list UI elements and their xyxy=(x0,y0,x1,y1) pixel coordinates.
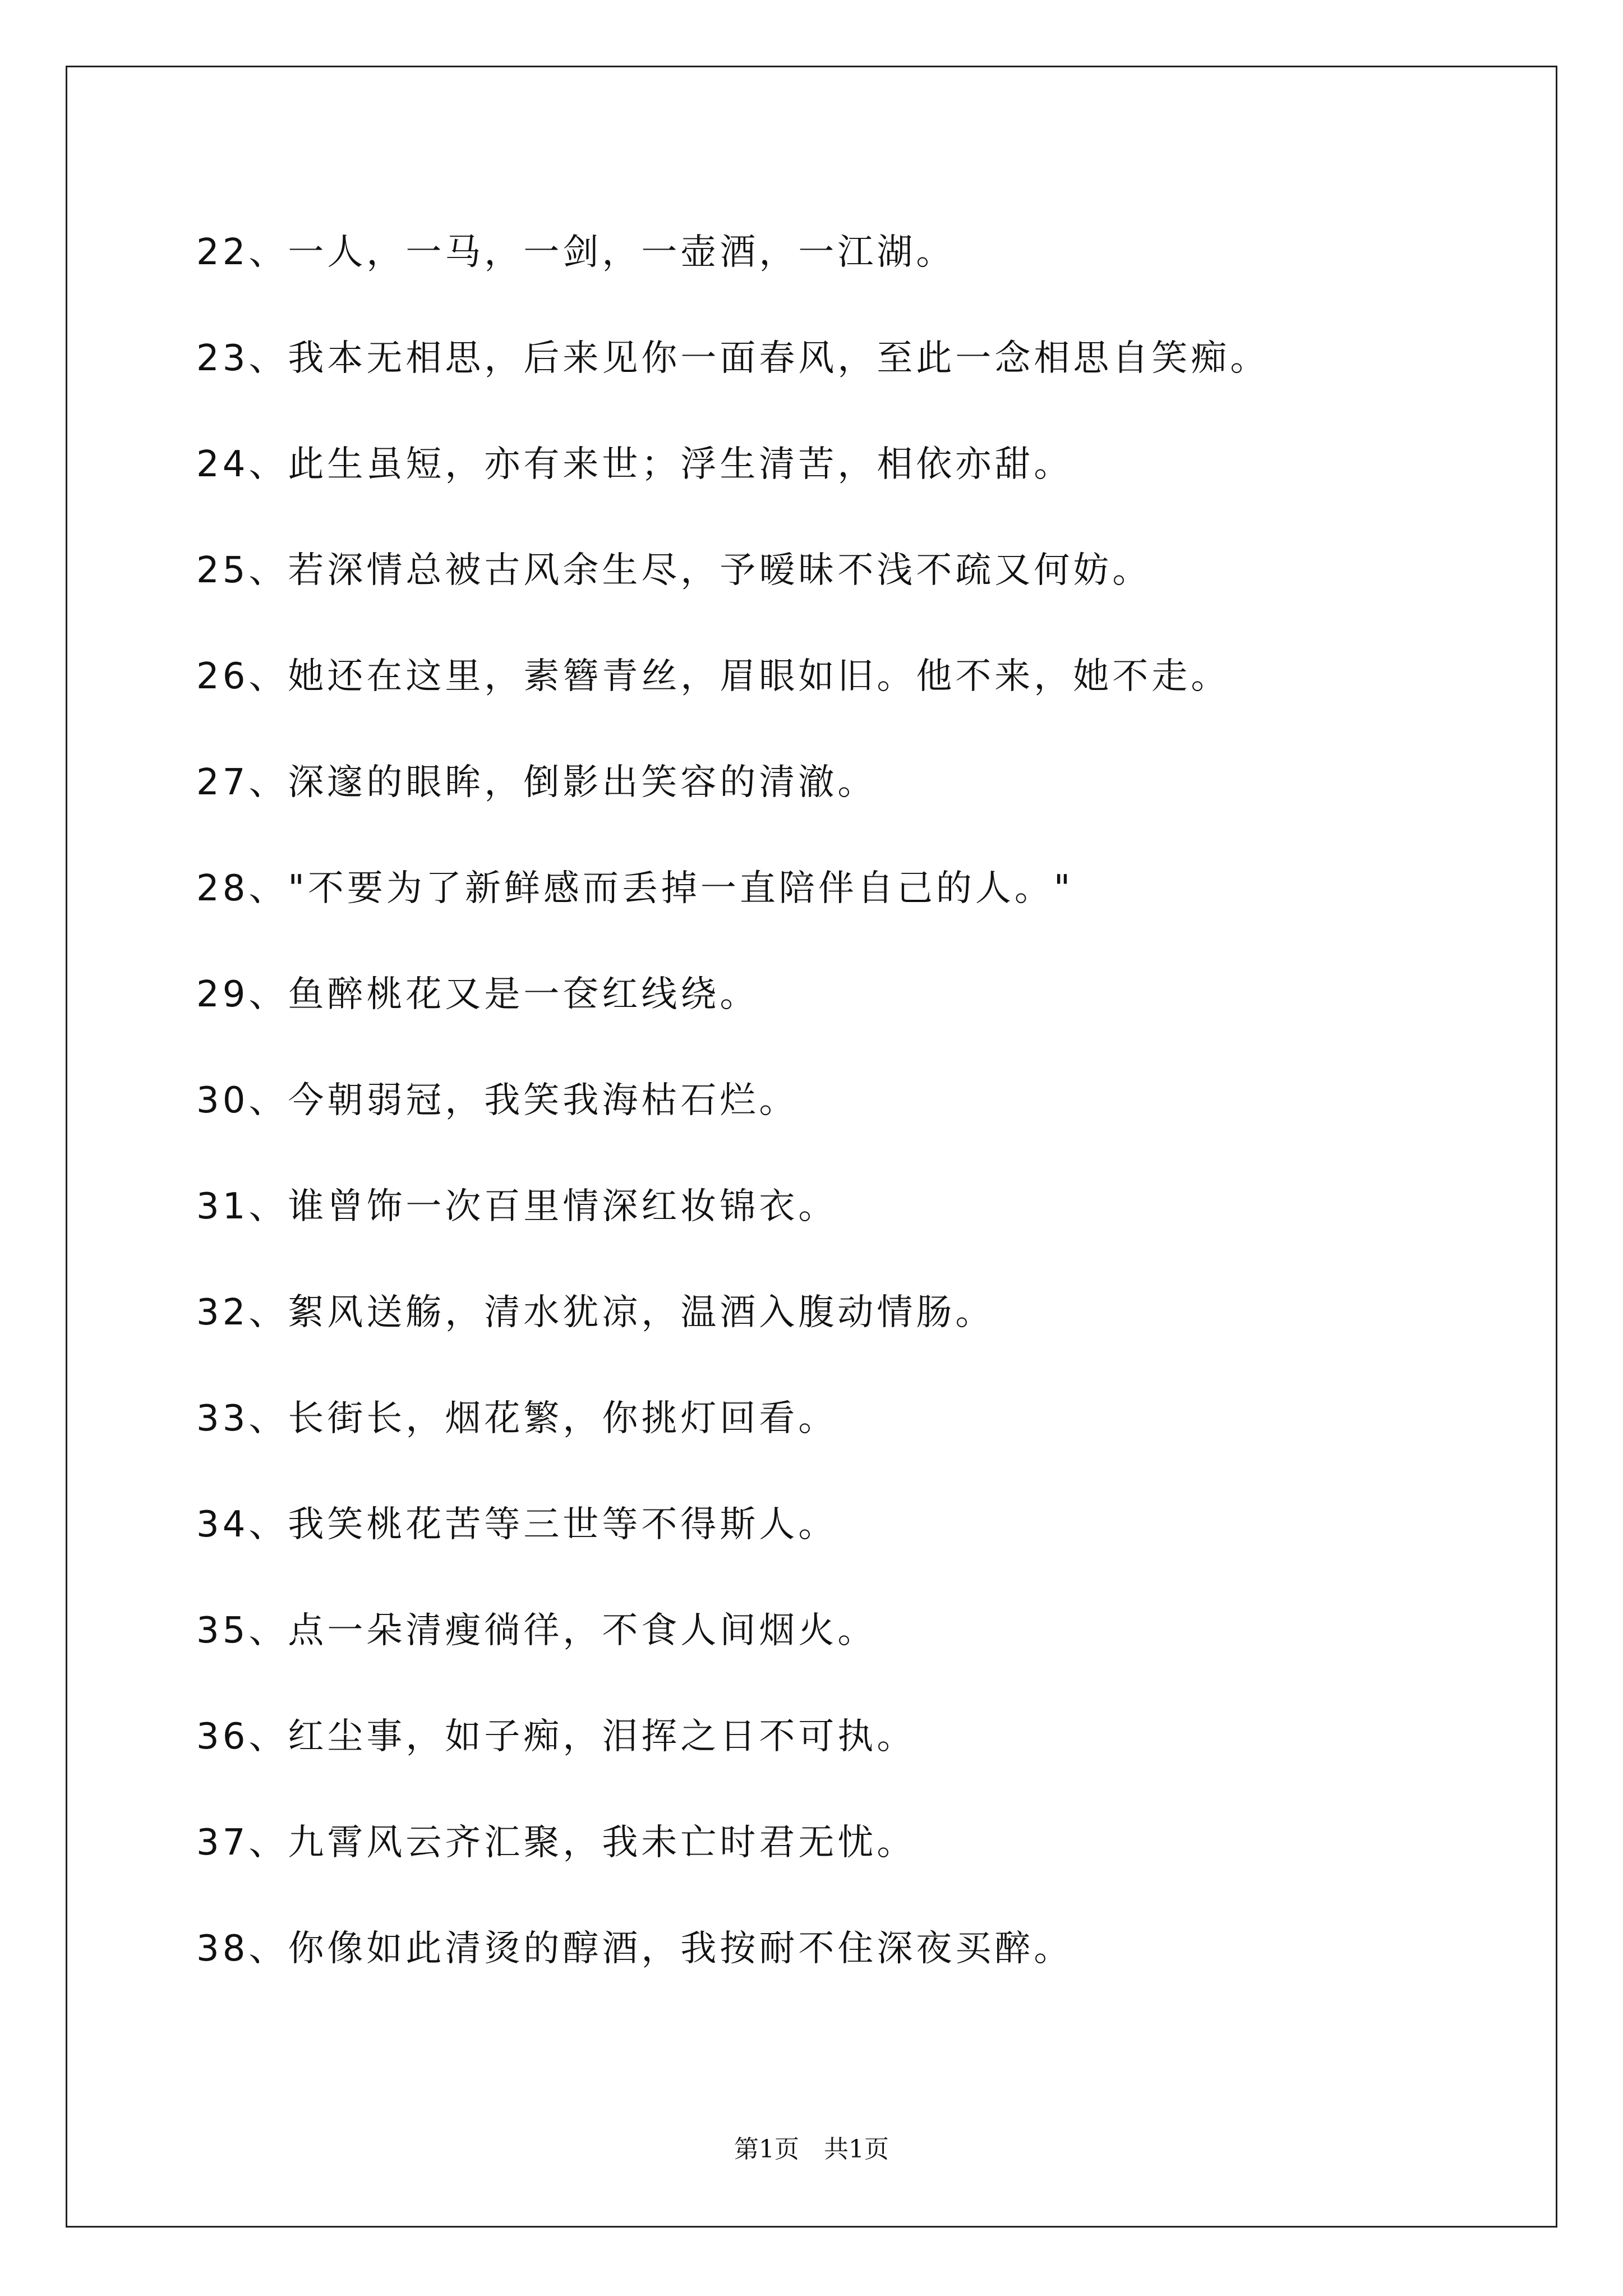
quote-line: 28、"不要为了新鲜感而丢掉一直陪伴自己的人。" xyxy=(196,868,1074,909)
quote-line: 38、你像如此清烫的醇酒，我按耐不住深夜买醉。 xyxy=(196,1928,1073,1970)
quote-line: 34、我笑桃花苦等三世等不得斯人。 xyxy=(196,1504,838,1545)
quote-line: 29、鱼醉桃花又是一奁红线绕。 xyxy=(196,974,759,1015)
quote-line: 37、九霄风云齐汇聚，我未亡时君无忧。 xyxy=(196,1822,916,1864)
quote-line: 22、一人，一马，一剑，一壶酒，一江湖。 xyxy=(196,232,956,273)
quote-line: 27、深邃的眼眸，倒影出笑容的清澈。 xyxy=(196,762,877,803)
quote-line: 35、点一朵清瘦徜徉，不食人间烟火。 xyxy=(196,1610,877,1651)
quote-line: 24、此生虽短，亦有来世；浮生清苦，相依亦甜。 xyxy=(196,444,1073,485)
quote-line: 23、我本无相思，后来见你一面春风，至此一念相思自笑痴。 xyxy=(196,338,1270,379)
quote-line: 33、长街长，烟花繁，你挑灯回看。 xyxy=(196,1398,838,1439)
quote-line: 26、她还在这里，素簪青丝，眉眼如旧。他不来，她不走。 xyxy=(196,656,1230,697)
quote-list xyxy=(196,222,1486,2024)
quote-line: 30、今朝弱冠，我笑我海枯石烂。 xyxy=(196,1080,799,1121)
quote-line: 25、若深情总被古风余生尽，予暧昧不浅不疏又何妨。 xyxy=(196,550,1152,591)
page-number-footer: 第1页 共1页 xyxy=(734,2135,889,2164)
quote-line: 36、红尘事，如子痴，泪挥之日不可执。 xyxy=(196,1716,916,1757)
quote-line: 32、絮风送觞，清水犹凉，温酒入腹动情肠。 xyxy=(196,1292,995,1333)
quote-line: 31、谁曾饰一次百里情深红妆锦衣。 xyxy=(196,1186,838,1227)
